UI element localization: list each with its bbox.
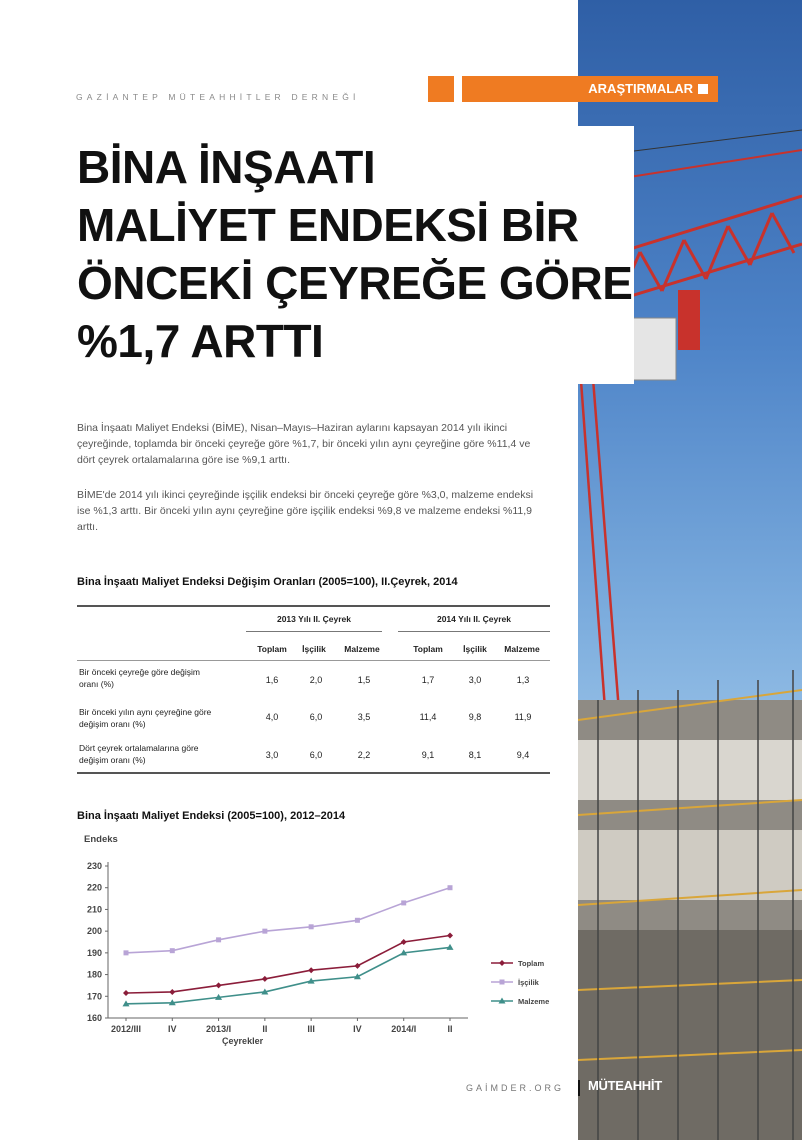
table-cell: 9,1 [421,750,435,760]
column-header: Toplam [413,644,443,654]
data-point [354,963,360,969]
table-group-2013: 2013 Yılı II. Çeyrek [276,614,352,624]
line-chart [76,828,576,1060]
table-cell: 8,1 [468,750,482,760]
table-group-2014: 2014 Yılı II. Çeyrek [436,614,512,624]
x-tick-label: 2013/I [206,1024,232,1034]
y-tick-label: 220 [86,882,102,893]
title-line-3: ÖNCEKİ ÇEYREĞE GÖRE [77,257,633,309]
x-tick-label: IV [353,1024,362,1034]
footer-brand: MÜTEAHHİT [588,1078,662,1093]
data-point [448,885,453,890]
table-rule-top [77,605,550,607]
data-point [309,924,314,929]
table-cell: 4,0 [265,712,279,722]
data-point [123,990,129,996]
title-line-2: MALİYET ENDEKSİ BİR [77,199,579,251]
data-point [401,939,407,945]
table-group-rule-2013 [246,631,382,632]
footer-website: GAİMDER.ORG [466,1083,565,1093]
x-tick-label: 2012/III [110,1024,142,1034]
table-cell: 1,3 [516,675,530,685]
section-label: ARAŞTIRMALAR [588,81,693,96]
table-cell: 6,0 [309,712,323,722]
y-tick-label: 190 [86,947,102,958]
table-cell: 2,2 [357,750,371,760]
table-cell: 11,4 [419,712,437,722]
section-tag [462,76,718,102]
data-point [170,948,175,953]
column-header: Toplam [257,644,287,654]
column-header: Malzeme [344,644,380,654]
y-axis-label: Endeks [84,834,118,845]
data-point [262,929,267,934]
x-axis-label: Çeyrekler [222,1036,264,1046]
table-cell: 11,9 [514,712,532,722]
footer-divider [578,1080,580,1096]
table-cell: 1,5 [357,675,371,685]
column-header: Malzeme [504,644,540,654]
table-cell: 3,5 [357,712,371,722]
table-cell: 9,8 [468,712,482,722]
table-cell: 1,7 [421,675,435,685]
y-tick-label: 160 [86,1013,102,1023]
table-title: Bina İnşaatı Maliyet Endeksi Değişim Oranları (2005=100), II.Çeyrek, 2014 [77,576,458,588]
page-title [77,138,637,370]
legend-label: Toplam [518,959,545,968]
table-group-rule-2014 [398,631,550,632]
x-tick-label: II [262,1024,268,1034]
data-point [216,937,221,942]
body-paragraph-1: Bina İnşaatı Maliyet Endeksi (BİME), Nisan–Mayıs–Haziran aylarını kapsayan 2014 yılı ikinci çeyreğinde, toplamda bir önceki çeyreğe göre %1,7, bir önceki yılın aynı çeyreğine göre %11,4 ve dört çeyrek ortalamalarına göre ise %9,1 arttı. [77,422,531,466]
table-row-label: Bir önceki çeyreğe göre değişim oranı (%) [79,667,200,689]
title-line-1: BİNA İNŞAATI [77,141,376,193]
title-line-4: %1,7 ARTTI [77,315,324,367]
table-cell: 9,4 [516,750,530,760]
series-line [126,935,450,993]
data-point [124,950,129,955]
table-cell: 2,0 [309,675,323,685]
data-point [447,932,453,938]
data-point [169,989,175,995]
data-point [500,980,505,985]
data-point [355,918,360,923]
legend-label: İşçilik [518,978,539,987]
body-paragraph-2: BİME'de 2014 yılı ikinci çeyreğinde işçilik endeksi bir önceki çeyreğe göre %3,0, malzeme endeksi ise %1,3 arttı. Bir önceki yılın aynı çeyreğine göre işçilik endeksi %9,8 ve malzeme endeksi %11,9 arttı. [77,489,534,533]
data-point [499,960,505,966]
square-icon [698,84,708,94]
column-header: İşçilik [302,644,326,654]
table-cell: 3,0 [265,750,279,760]
y-tick-label: 230 [86,861,102,871]
table-cell: 6,0 [309,750,323,760]
column-header: İşçilik [463,644,487,654]
legend-label: Malzeme [518,997,550,1006]
table-rule-bottom [77,772,550,774]
x-tick-label: 2014/I [391,1024,417,1034]
x-tick-label: II [447,1024,453,1034]
table-row-label: Dört çeyrek ortalamalarına göre değişim oranı (%) [79,743,199,765]
y-tick-label: 170 [86,991,102,1002]
x-tick-label: III [307,1024,315,1034]
table-cell: 1,6 [265,675,279,685]
data-point [308,967,314,973]
accent-block [428,76,454,102]
table-cell: 3,0 [468,675,482,685]
y-tick-label: 210 [86,904,102,915]
data-point [216,982,222,988]
y-tick-label: 180 [86,969,102,980]
y-tick-label: 200 [86,926,102,937]
organization-name: GAZİANTEP MÜTEAHHİTLER DERNEĞİ [76,92,360,102]
table-row-label: Bir önceki yılın aynı çeyreğine göre değişim oranı (%) [79,707,212,729]
data-point [401,900,406,905]
chart-title: Bina İnşaatı Maliyet Endeksi (2005=100), 2012–2014 [77,810,346,822]
series-line [126,947,450,1003]
data-point [262,976,268,982]
table-header-rule [77,660,550,661]
x-tick-label: IV [168,1024,177,1034]
